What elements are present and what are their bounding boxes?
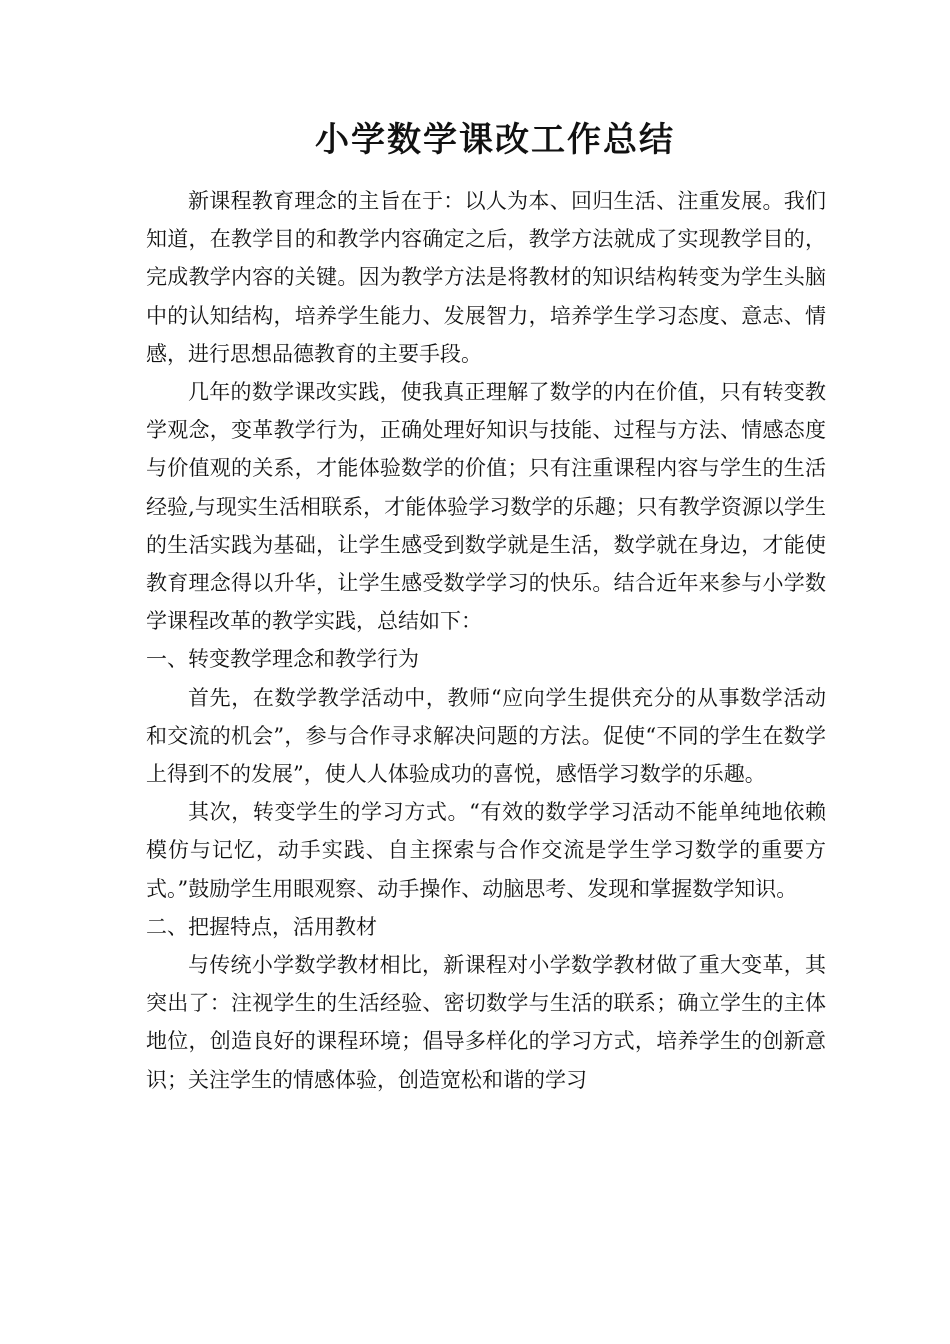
document-title: 小学数学课改工作总结 bbox=[315, 120, 675, 160]
section-heading-2: 二、把握特点，活用教材 bbox=[146, 914, 377, 939]
paragraph-intro: 新课程教育理念的主旨在于：以人为本、回归生活、注重发展。我们知道，在教学目的和教学内容确定之后，教学方法就成了实现教学目的，完成教学内容的关键。因为教学方法是将教材的知识结构转变为学生头脑中的认知结构，培养学生能力、发展智力，培养学生学习态度、意志、情感，进行思想品德教育的主要手段。 bbox=[146, 189, 826, 366]
paragraph-second: 其次，转变学生的学习方式。“有效的数学学习活动不能单纯地依赖模仿与记忆，动手实践、自主探索与合作交流是学生学习数学的重要方式。”鼓励学生用眼观察、动手操作、动脑思考、发现和掌握数学知识。 bbox=[146, 800, 826, 901]
paragraph-textbook: 与传统小学数学教材相比，新课程对小学数学教材做了重大变革，其突出了：注视学生的生活经验、密切数学与生活的联系；确立学生的主体地位，创造良好的课程环境；倡导多样化的学习方式，培养学生的创新意识；关注学生的情感体验，创造宽松和谐的学习 bbox=[146, 953, 826, 1092]
document-body bbox=[146, 182, 826, 1099]
paragraph-first: 首先，在数学教学活动中，教师“应向学生提供充分的从事数学活动和交流的机会”，参与合作寻求解决问题的方法。促使“不同的学生在数学上得到不的发展”，使人人体验成功的喜悦，感悟学习数学的乐趣。 bbox=[146, 685, 826, 787]
paragraph-practice: 几年的数学课改实践，使我真正理解了数学的内在价值，只有转变教学观念，变革教学行为，正确处理好知识与技能、过程与方法、情感态度与价值观的关系，才能体验数学的价值；只有注重课程内容与学生的生活经验,与现实生活相联系，才能体验学习数学的乐趣；只有教学资源以学生的生活实践为基础，让学生感受到数学就是生活，数学就在身边，才能使教育理念得以升华，让学生感受数学学习的快乐。结合近年来参与小学数学课程改革的教学实践，总结如下： bbox=[146, 380, 826, 634]
section-heading-1: 一、转变教学理念和教学行为 bbox=[146, 647, 419, 672]
